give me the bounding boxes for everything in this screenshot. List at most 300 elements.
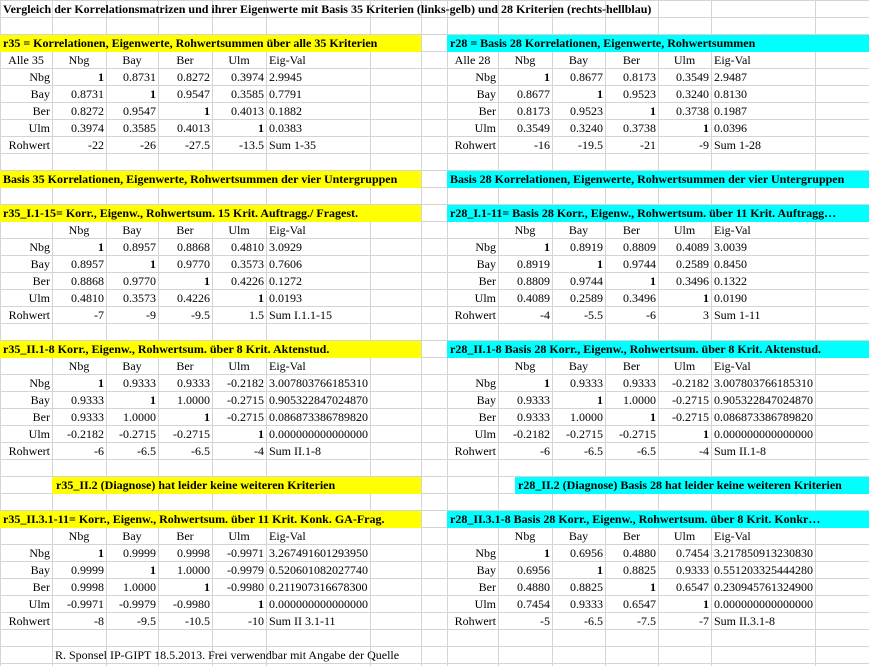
right-table-1-cell[interactable]: 0.2589 [676, 257, 709, 271]
left-table-2-cell[interactable]: 0.9333 [71, 393, 104, 407]
right-table-3-cell[interactable]: 0.9333 [676, 563, 709, 577]
right-table-1-row-label[interactable]: Ber [478, 274, 496, 288]
right-table-0-col-4[interactable]: Eig-Val [714, 53, 751, 67]
left-table-1-cell[interactable]: 0.8957 [71, 257, 104, 271]
left-table-2-row-label[interactable]: Ber [32, 410, 50, 424]
left-table-2-cell[interactable]: 1.0000 [177, 393, 210, 407]
left-note: r35_II.2 (Diagnose) hat leider keine weiteren Kriterien [56, 478, 336, 492]
right-table-1-cell[interactable]: 1 [650, 274, 656, 288]
right-table-0-row-label[interactable]: Ber [478, 104, 496, 118]
left-table-1-cell[interactable]: 0.0193 [269, 291, 302, 305]
left-table-3-cell[interactable]: -0.9980 [173, 597, 210, 611]
right-table-0-header: r28 = Basis 28 Korrelationen, Eigenwerte, Rohwertsummen [450, 36, 756, 50]
right-table-1-cell[interactable]: 0.0190 [714, 291, 747, 305]
left-table-1-cell[interactable]: -9 [146, 308, 156, 322]
right-table-1-cell[interactable]: 0.2589 [570, 291, 603, 305]
left-table-2-cell[interactable]: 0.9333 [71, 410, 104, 424]
left-table-2-cell[interactable]: 0.9333 [177, 376, 210, 390]
right-table-2-row-label[interactable]: Nbg [475, 376, 496, 390]
left-table-0-col-3[interactable]: Ulm [228, 53, 250, 67]
left-table-1-header: r35_I.1-15= Korr., Eigenw., Rohwertsum. 15 Krit. Auftragg./ Fragest. [3, 206, 359, 220]
left-table-0-cell[interactable]: 1 [98, 70, 104, 84]
left-table-3-cell[interactable]: -10 [248, 614, 264, 628]
left-table-1-row-label[interactable]: Ber [32, 274, 50, 288]
left-table-0-cell[interactable]: 1 [258, 121, 264, 135]
right-table-0-cell[interactable]: -19.5 [578, 138, 603, 152]
left-table-1-cell[interactable]: 0.3573 [231, 257, 264, 271]
left-table-0-cell[interactable]: -13.5 [239, 138, 264, 152]
right-table-3-cell[interactable]: 0.8825 [623, 563, 656, 577]
right-table-0-cell[interactable]: 1 [544, 70, 550, 84]
left-table-0-col-4[interactable]: Eig-Val [269, 53, 306, 67]
right-table-1-cell[interactable]: 0.4089 [676, 240, 709, 254]
left-table-2-cell[interactable]: Sum II.1-8 [269, 444, 321, 458]
left-table-1-corner [0, 222, 52, 239]
right-note: r28_II.2 (Diagnose) Basis 28 hat leider keine weiteren Kriterien [518, 478, 842, 492]
left-table-3-cell[interactable]: 1 [150, 563, 156, 577]
right-table-1-cell[interactable]: 3.0039 [714, 240, 747, 254]
left-table-2-col-2[interactable]: Ber [176, 359, 194, 373]
left-table-0-cell[interactable]: -26 [140, 138, 156, 152]
left-table-1-cell[interactable]: 0.1272 [269, 274, 302, 288]
left-table-0-cell[interactable]: 2.9945 [269, 70, 302, 84]
left-table-2-cell[interactable]: -6.5 [137, 444, 156, 458]
left-table-1-cell[interactable]: -7 [94, 308, 104, 322]
left-table-1-cell[interactable]: 1 [150, 257, 156, 271]
left-table-3-row-label[interactable]: Ulm [28, 597, 50, 611]
right-table-2-row-label[interactable]: Bay [476, 393, 496, 407]
left-table-0-cell[interactable]: 0.8731 [123, 70, 156, 84]
right-table-3-col-1[interactable]: Bay [568, 529, 589, 543]
left-table-1-row-label[interactable]: Nbg [29, 240, 50, 254]
right-table-3-cell[interactable]: 0.4880 [623, 546, 656, 560]
left-table-0-row-label[interactable]: Bay [30, 87, 50, 101]
left-table-1-cell[interactable]: 1 [258, 291, 264, 305]
right-table-2-cell[interactable]: -0.2715 [672, 410, 709, 424]
right-table-0-col-1[interactable]: Bay [568, 53, 589, 67]
left-table-1-cell[interactable]: 0.4226 [177, 291, 210, 305]
left-table-1-cell[interactable]: 0.4810 [71, 291, 104, 305]
left-table-2-col-1[interactable]: Bay [122, 359, 142, 373]
left-table-3-cell[interactable]: 1.0000 [177, 563, 210, 577]
left-table-1-cell[interactable]: 0.8868 [177, 240, 210, 254]
left-table-3-cell[interactable]: 0.9998 [177, 546, 210, 560]
left-table-0-cell[interactable]: 0.3974 [71, 121, 104, 135]
left-table-3-col-0[interactable]: Nbg [68, 529, 90, 543]
right-table-2-cell[interactable]: 1.0000 [570, 410, 603, 424]
left-table-3-cell[interactable]: 1.0000 [123, 580, 156, 594]
right-table-2-cell[interactable]: 1 [703, 427, 709, 441]
left-table-0-cell[interactable]: 0.8731 [71, 87, 104, 101]
left-table-3-header: r35_II.3.1-11= Korr., Eigenw., Rohwertsum. über 11 Krit. Konk. GA-Frag. [3, 512, 385, 526]
left-table-3-row-label[interactable]: Ber [32, 580, 50, 594]
left-table-3-cell[interactable]: 0.9999 [123, 546, 156, 560]
right-table-0-cell[interactable]: 0.3549 [676, 70, 709, 84]
right-table-3-header: r28_II.3.1-8 Basis 28 Korr., Eigenw., Rohwertsum. über 8 Krit. Konkr… [450, 512, 821, 526]
right-table-1-cell[interactable]: Sum 1-11 [714, 308, 761, 322]
left-table-3-cell[interactable]: 0.9999 [71, 563, 104, 577]
left-table-0-corner: Alle 35 [8, 53, 44, 67]
right-table-3-cell[interactable]: 0.8825 [570, 580, 603, 594]
left-table-3-cell[interactable]: Sum II 3.1-11 [269, 614, 336, 628]
left-table-1-col-3[interactable]: Ulm [228, 223, 250, 237]
left-table-2-cell[interactable]: -4 [254, 444, 264, 458]
right-table-2-cell[interactable]: -6.5 [637, 444, 656, 458]
left-table-2-cell[interactable]: -0.2715 [173, 427, 210, 441]
left-table-0-header: r35 = Korrelationen, Eigenwerte, Rohwertsummen über alle 35 Kriterien [3, 36, 378, 50]
left-table-3-cell[interactable]: 0.000000000000000 [269, 597, 368, 611]
left-table-2-cell[interactable]: -0.2715 [119, 427, 156, 441]
left-table-0-cell[interactable]: 0.4013 [177, 121, 210, 135]
right-table-2-col-2[interactable]: Ber [622, 359, 641, 373]
right-table-3-cell[interactable]: -7 [699, 614, 709, 628]
left-table-3-cell[interactable]: -0.9979 [227, 563, 264, 577]
right-table-2-cell[interactable]: 0.9333 [517, 393, 550, 407]
left-group-header: Basis 35 Korrelationen, Eigenwerte, Rohwertsummen der vier Untergruppen [3, 172, 398, 186]
left-table-1-cell[interactable]: 1 [204, 274, 210, 288]
right-table-0-cell[interactable]: 0.8677 [570, 70, 603, 84]
right-table-0-col-2[interactable]: Ber [622, 53, 641, 67]
right-table-2-col-3[interactable]: Ulm [673, 359, 696, 373]
right-table-3-cell[interactable]: 0.6956 [517, 563, 550, 577]
left-table-3-cell[interactable]: 0.9998 [71, 580, 104, 594]
left-table-3-cell[interactable]: 1 [258, 597, 264, 611]
right-table-3-row-label[interactable]: Rohwert [454, 614, 496, 628]
left-table-0-row-label[interactable]: Ulm [28, 121, 50, 135]
right-table-2-cell[interactable]: -0.2182 [513, 427, 550, 441]
left-table-0-cell[interactable]: 1 [204, 104, 210, 118]
left-table-2-col-0[interactable]: Nbg [68, 359, 90, 373]
left-table-0-cell[interactable]: 0.8272 [177, 70, 210, 84]
left-table-1-col-2[interactable]: Ber [176, 223, 194, 237]
left-table-2-header: r35_II.1-8 Korr., Eigenw., Rohwertsum. über 8 Krit. Aktenstud. [3, 342, 330, 356]
left-table-1-col-0[interactable]: Nbg [68, 223, 90, 237]
right-table-0-row-label[interactable]: Nbg [475, 70, 496, 84]
left-table-2-cell[interactable]: 0.905322847024870 [269, 393, 368, 407]
left-table-3-cell[interactable]: 1 [204, 580, 210, 594]
right-table-1-cell[interactable]: 0.8809 [517, 274, 550, 288]
right-table-1-cell[interactable]: 3 [703, 308, 709, 322]
left-table-0-cell[interactable]: 0.3585 [123, 121, 156, 135]
right-table-1-cell[interactable]: 0.3496 [676, 274, 709, 288]
left-table-2-col-3[interactable]: Ulm [228, 359, 250, 373]
right-table-3-cell[interactable]: 0.000000000000000 [714, 597, 813, 611]
left-table-0-col-1[interactable]: Bay [122, 53, 142, 67]
left-table-2-cell[interactable]: -6 [94, 444, 104, 458]
right-table-3-cell[interactable]: 0.7454 [676, 546, 709, 560]
left-table-3-row-label[interactable]: Bay [30, 563, 50, 577]
right-group-header: Basis 28 Korrelationen, Eigenwerte, Rohwertsummen der vier Untergruppen [450, 172, 845, 186]
right-table-0-cell[interactable]: Sum 1-28 [714, 138, 762, 152]
right-table-2-cell[interactable]: -4 [699, 444, 709, 458]
left-table-0-row-label[interactable]: Nbg [29, 70, 50, 84]
right-table-2-cell[interactable]: 0.905322847024870 [714, 393, 813, 407]
right-table-3-cell[interactable]: 0.6956 [570, 546, 603, 560]
left-table-3-cell[interactable]: -0.9979 [119, 597, 156, 611]
left-table-3-cell[interactable]: -10.5 [185, 614, 210, 628]
left-table-1-cell[interactable]: 0.4810 [231, 240, 264, 254]
right-table-0-cell[interactable]: 2.9487 [714, 70, 747, 84]
right-table-2-cell[interactable]: Sum II.1-8 [714, 444, 766, 458]
left-table-0-cell[interactable]: 0.9547 [177, 87, 210, 101]
left-table-2-row-label[interactable]: Rohwert [8, 444, 50, 458]
left-table-2-cell[interactable]: 3.007803766185310 [269, 376, 368, 390]
left-table-0-col-2[interactable]: Ber [176, 53, 194, 67]
right-table-1-cell[interactable]: 1 [597, 257, 603, 271]
right-table-2-row-label[interactable]: Ber [478, 410, 496, 424]
left-table-3-cell[interactable]: -0.9980 [227, 580, 264, 594]
left-table-0-cell[interactable]: Sum 1-35 [269, 138, 317, 152]
left-table-1-cell[interactable]: 1.5 [249, 308, 264, 322]
right-table-2-cell[interactable]: 3.007803766185310 [714, 376, 813, 390]
right-table-2-cell[interactable]: 1.0000 [623, 393, 656, 407]
left-table-0-cell[interactable]: 0.3974 [231, 70, 264, 84]
left-table-0-cell[interactable]: 0.0383 [269, 121, 302, 135]
left-table-3-col-3[interactable]: Ulm [228, 529, 250, 543]
right-table-0-cell[interactable]: 0.3549 [517, 121, 550, 135]
left-table-0-row-label[interactable]: Ber [32, 104, 50, 118]
right-table-0-cell[interactable]: 0.9523 [623, 87, 656, 101]
right-table-3-col-2[interactable]: Ber [622, 529, 641, 543]
right-table-3-col-0[interactable]: Nbg [514, 529, 536, 543]
right-table-2-row-label[interactable]: Rohwert [454, 444, 496, 458]
left-table-2-cell[interactable]: 0.086873386789820 [269, 410, 368, 424]
left-table-3-row-label[interactable]: Rohwert [8, 614, 50, 628]
left-table-1-col-4[interactable]: Eig-Val [269, 223, 306, 237]
right-table-0-cell[interactable]: 0.0396 [714, 121, 747, 135]
right-table-0-cell[interactable]: -21 [640, 138, 656, 152]
left-table-1-cell[interactable]: 3.0929 [269, 240, 302, 254]
right-table-1-cell[interactable]: 1 [703, 291, 709, 305]
right-table-1-col-4[interactable]: Eig-Val [714, 223, 751, 237]
right-table-2-col-4[interactable]: Eig-Val [714, 359, 751, 373]
right-table-0-cell[interactable]: 1 [703, 121, 709, 135]
right-table-1-row-label[interactable]: Nbg [475, 240, 496, 254]
right-table-2-cell[interactable]: -0.2182 [672, 376, 709, 390]
left-table-0-cell[interactable]: -27.5 [185, 138, 210, 152]
right-table-2-cell[interactable]: 0.000000000000000 [714, 427, 813, 441]
left-table-3-cell[interactable]: 0.520601082027740 [269, 563, 368, 577]
left-table-0-cell[interactable]: 0.7791 [269, 87, 302, 101]
right-table-0-col-3[interactable]: Ulm [673, 53, 696, 67]
left-table-1-cell[interactable]: -9.5 [191, 308, 210, 322]
left-table-3-col-4[interactable]: Eig-Val [269, 529, 306, 543]
left-table-3-col-1[interactable]: Bay [122, 529, 142, 543]
right-table-0-col-0[interactable]: Nbg [514, 53, 536, 67]
right-table-0-row-label[interactable]: Rohwert [454, 138, 496, 152]
left-table-0-cell[interactable]: 0.9547 [123, 104, 156, 118]
left-table-1-row-label[interactable]: Rohwert [8, 308, 50, 322]
right-table-1-row-label[interactable]: Ulm [474, 291, 496, 305]
left-table-2-row-label[interactable]: Nbg [29, 376, 50, 390]
right-table-2-row-label[interactable]: Ulm [474, 427, 496, 441]
right-table-2-corner [447, 358, 498, 375]
right-table-1-cell[interactable]: -5.5 [584, 308, 603, 322]
left-table-0-cell[interactable]: 0.8272 [71, 104, 104, 118]
right-table-0-cell[interactable]: 1 [597, 87, 603, 101]
left-table-1-cell[interactable]: 0.9770 [123, 274, 156, 288]
right-table-3-corner [447, 528, 498, 545]
right-table-1-col-2[interactable]: Ber [622, 223, 641, 237]
left-table-2-cell[interactable]: 1.0000 [123, 410, 156, 424]
left-table-0-cell[interactable]: 0.1882 [269, 104, 302, 118]
right-table-0-cell[interactable]: -16 [534, 138, 550, 152]
right-table-3-cell[interactable]: 0.9333 [570, 597, 603, 611]
right-table-0-cell[interactable]: 0.8173 [517, 104, 550, 118]
left-table-1-cell[interactable]: 0.4226 [231, 274, 264, 288]
right-table-3-row-label[interactable]: Ulm [474, 597, 496, 611]
left-table-2-cell[interactable]: 1 [150, 393, 156, 407]
right-table-2-cell[interactable]: 0.9333 [570, 376, 603, 390]
right-table-0-cell[interactable]: 0.1987 [714, 104, 747, 118]
left-table-2-row-label[interactable]: Bay [30, 393, 50, 407]
left-table-2-cell[interactable]: -0.2182 [67, 427, 104, 441]
left-table-2-cell[interactable]: 1 [98, 376, 104, 390]
right-table-3-cell[interactable]: 1 [650, 580, 656, 594]
right-table-0-cell[interactable]: 0.3240 [570, 121, 603, 135]
sheet-title: Vergleich der Korrelationsmatrizen und ihrer Eigenwerte mit Basis 35 Kriterien (links-gelb) und 28 Kriterien (rechts-hellblau) [3, 2, 652, 16]
right-table-1-col-0[interactable]: Nbg [514, 223, 536, 237]
right-table-3-cell[interactable]: 0.6547 [623, 597, 656, 611]
left-table-2-cell[interactable]: 1 [258, 427, 264, 441]
left-table-0-row-label[interactable]: Rohwert [8, 138, 50, 152]
left-table-1-cell[interactable]: 0.9770 [177, 257, 210, 271]
right-table-0-cell[interactable]: 1 [650, 104, 656, 118]
right-table-1-cell[interactable]: 0.8809 [623, 240, 656, 254]
right-table-3-cell[interactable]: -7.5 [637, 614, 656, 628]
right-table-3-cell[interactable]: 0.230945761324900 [714, 580, 813, 594]
left-table-3-row-label[interactable]: Nbg [29, 546, 50, 560]
left-table-0-cell[interactable]: 0.3585 [231, 87, 264, 101]
right-table-1-row-label[interactable]: Bay [476, 257, 496, 271]
left-table-3-cell[interactable]: -0.9971 [227, 546, 264, 560]
right-table-1-cell[interactable]: 0.9744 [570, 274, 603, 288]
right-table-0-cell[interactable]: 0.9523 [570, 104, 603, 118]
left-table-1-cell[interactable]: 0.3573 [123, 291, 156, 305]
right-table-3-cell[interactable]: Sum II.3.1-8 [714, 614, 775, 628]
left-table-1-cell[interactable]: 0.8868 [71, 274, 104, 288]
left-table-2-corner [0, 358, 52, 375]
right-table-0-cell[interactable]: 0.8130 [714, 87, 747, 101]
right-table-2-cell[interactable]: 1 [650, 410, 656, 424]
right-table-3-cell[interactable]: -5 [540, 614, 550, 628]
right-table-0-row-label[interactable]: Ulm [474, 121, 496, 135]
right-table-3-cell[interactable]: -6.5 [584, 614, 603, 628]
right-table-1-cell[interactable]: 0.4089 [517, 291, 550, 305]
right-table-3-cell[interactable]: 3.217850913230830 [714, 546, 813, 560]
left-table-0-col-0[interactable]: Nbg [68, 53, 90, 67]
right-table-2-cell[interactable]: -0.2715 [566, 427, 603, 441]
left-table-2-cell[interactable]: -0.2182 [227, 376, 264, 390]
right-table-1-header: r28_I.1-11= Basis 28 Korr., Eigenw., Rohwertsum. über 11 Krit. Auftragg… [450, 206, 837, 220]
left-table-3-cell[interactable]: -0.9971 [67, 597, 104, 611]
left-table-2-cell[interactable]: -6.5 [191, 444, 210, 458]
right-table-3-row-label[interactable]: Bay [476, 563, 496, 577]
left-table-2-cell[interactable]: 1 [204, 410, 210, 424]
right-table-3-cell[interactable]: 0.7454 [517, 597, 550, 611]
left-table-1-cell[interactable]: 0.7606 [269, 257, 302, 271]
right-table-3-row-label[interactable]: Ber [478, 580, 496, 594]
right-table-2-header: r28_II.1-8 Basis 28 Korr., Eigenw., Rohwertsum. über 8 Krit. Aktenstud. [450, 342, 822, 356]
right-table-2-cell[interactable]: -0.2715 [619, 427, 656, 441]
right-table-2-col-0[interactable]: Nbg [514, 359, 536, 373]
right-table-2-cell[interactable]: -0.2715 [672, 393, 709, 407]
left-table-2-cell[interactable]: 0.9333 [123, 376, 156, 390]
left-table-3-cell[interactable]: 1 [98, 546, 104, 560]
left-table-2-cell[interactable]: -0.2715 [227, 393, 264, 407]
left-table-2-cell[interactable]: 0.000000000000000 [269, 427, 368, 441]
right-table-3-cell[interactable]: 0.551203325444280 [714, 563, 813, 577]
right-table-1-cell[interactable]: 0.1322 [714, 274, 747, 288]
right-table-3-col-3[interactable]: Ulm [673, 529, 696, 543]
left-table-3-cell[interactable]: -8 [94, 614, 104, 628]
right-table-3-cell[interactable]: 1 [597, 563, 603, 577]
right-table-0-cell[interactable]: 0.3240 [676, 87, 709, 101]
left-table-2-col-4[interactable]: Eig-Val [269, 359, 306, 373]
right-table-2-cell[interactable]: 1 [544, 376, 550, 390]
footer-credit: R. Sponsel IP-GIPT 18.5.2013. Frei verwendbar mit Angabe der Quelle [55, 648, 400, 662]
right-table-3-cell[interactable]: 0.6547 [676, 580, 709, 594]
left-table-1-row-label[interactable]: Ulm [28, 291, 50, 305]
right-table-1-cell[interactable]: 0.3496 [623, 291, 656, 305]
right-table-0-cell[interactable]: 0.3738 [676, 104, 709, 118]
right-table-3-cell[interactable]: 1 [544, 546, 550, 560]
left-table-3-cell[interactable]: -9.5 [137, 614, 156, 628]
right-table-2-col-1[interactable]: Bay [568, 359, 589, 373]
right-table-1-cell[interactable]: -6 [646, 308, 656, 322]
left-table-3-cell[interactable]: 0.211907316678300 [269, 580, 368, 594]
right-table-0-cell[interactable]: 0.8677 [517, 87, 550, 101]
right-table-2-cell[interactable]: 1 [597, 393, 603, 407]
right-table-1-col-1[interactable]: Bay [568, 223, 589, 237]
left-table-2-row-label[interactable]: Ulm [28, 427, 50, 441]
right-table-2-cell[interactable]: 0.9333 [623, 376, 656, 390]
right-table-1-cell[interactable]: 1 [544, 240, 550, 254]
right-table-1-cell[interactable]: 0.8450 [714, 257, 747, 271]
right-table-3-cell[interactable]: 0.4880 [517, 580, 550, 594]
right-table-3-cell[interactable]: 1 [703, 597, 709, 611]
left-table-1-cell[interactable]: 0.8957 [123, 240, 156, 254]
right-table-2-cell[interactable]: 0.086873386789820 [714, 410, 813, 424]
left-table-0-cell[interactable]: -22 [88, 138, 104, 152]
right-table-2-cell[interactable]: -6 [540, 444, 550, 458]
right-table-2-cell[interactable]: 0.9333 [517, 410, 550, 424]
right-table-3-row-label[interactable]: Nbg [475, 546, 496, 560]
right-table-1-cell[interactable]: 0.9744 [623, 257, 656, 271]
right-table-2-cell[interactable]: -6.5 [584, 444, 603, 458]
right-table-1-cell[interactable]: 0.8919 [570, 240, 603, 254]
left-table-1-col-1[interactable]: Bay [122, 223, 142, 237]
left-table-3-col-2[interactable]: Ber [176, 529, 194, 543]
left-table-3-corner [0, 528, 52, 545]
right-table-0-row-label[interactable]: Bay [476, 87, 496, 101]
left-table-2-cell[interactable]: -0.2715 [227, 410, 264, 424]
left-table-0-cell[interactable]: 1 [150, 87, 156, 101]
right-table-1-col-3[interactable]: Ulm [673, 223, 696, 237]
right-table-0-cell[interactable]: 0.3738 [623, 121, 656, 135]
left-table-3-cell[interactable]: 3.267491601293950 [269, 546, 368, 560]
right-table-1-cell[interactable]: 0.8919 [517, 257, 550, 271]
left-table-1-cell[interactable]: Sum I.1.1-15 [269, 308, 332, 322]
right-table-3-col-4[interactable]: Eig-Val [714, 529, 751, 543]
left-table-1-row-label[interactable]: Bay [30, 257, 50, 271]
left-table-1-cell[interactable]: 1 [98, 240, 104, 254]
right-table-1-row-label[interactable]: Rohwert [454, 308, 496, 322]
right-table-0-cell[interactable]: 0.8173 [623, 70, 656, 84]
left-table-0-cell[interactable]: 0.4013 [231, 104, 264, 118]
right-table-1-cell[interactable]: -4 [540, 308, 550, 322]
right-table-0-cell[interactable]: -9 [699, 138, 709, 152]
